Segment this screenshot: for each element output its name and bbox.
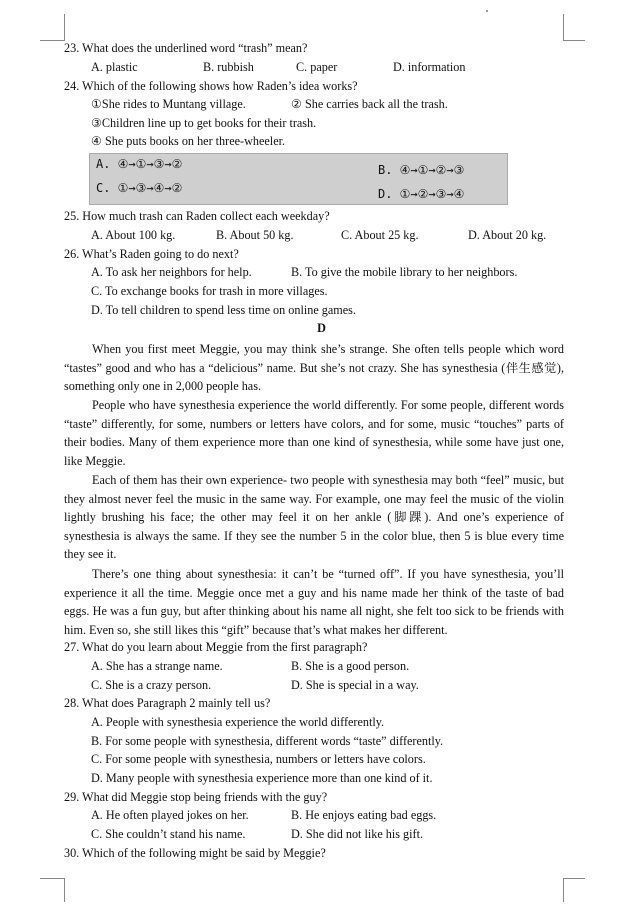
q29-option-a: A. He often played jokes on her. [91,808,249,822]
q23-option-c: C. paper [296,60,338,74]
q24-item-3: ③Children line up to get books for their trash. [91,116,317,130]
q29-option-b: B. He enjoys eating bad eggs. [291,808,437,822]
q29-option-c: C. She couldn’t stand his name. [91,827,246,841]
q27-option-b: B. She is a good person. [291,659,410,673]
q24-option-c: C. ①→③→④→② [96,181,183,195]
crop-mark-bottom-right [563,878,564,902]
q25-option-a: A. About 100 kg. [91,228,176,242]
q30-stem: 30. Which of the following might be said by Meggie? [64,846,326,860]
q24-item-4: ④ She puts books on her three-wheeler. [91,134,286,148]
q25-option-c: C. About 25 kg. [341,228,419,242]
q24-stem: 24. Which of the following shows how Raden’s idea works? [64,79,358,93]
q23-option-d: D. information [393,60,466,74]
q26-option-d: D. To tell children to spend less time on online games. [91,303,356,317]
crop-mark-top-right-h [563,40,585,41]
q28-option-c: C. For some people with synesthesia, numbers or letters have colors. [91,752,426,766]
q27-option-d: D. She is special in a way. [291,678,419,692]
passage-paragraph-4: There’s one thing about synesthesia: it can’t be “turned off”. If you have synesthesia, you’ll experience it all the time. Meggie once met a guy and his name made her think of the taste of bad eggs. He was a fun guy, but after thinking about his name all night, she felt too sick to be friends with him. Even so, she still likes this “gift” because that’s what makes her different. [64,567,564,637]
q25-option-d: D. About 20 kg. [468,228,547,242]
q27-stem: 27. What do you learn about Meggie from the first paragraph? [64,640,368,654]
q23-option-a: A. plastic [91,60,138,74]
q26-option-a: A. To ask her neighbors for help. [91,265,252,279]
passage-paragraph-1: When you first meet Meggie, you may think she’s strange. She often tells people which word “tastes” good and who has a “delicious” name. But she’s not crazy. She has synesthesia (伴生感觉), something only one in 2,000 people has. [64,342,564,394]
crop-mark-bottom-right-h [563,878,585,879]
q28-option-a: A. People with synesthesia experience the world differently. [91,715,385,729]
q28-option-b: B. For some people with synesthesia, different words “taste” differently. [91,734,444,748]
q25-stem: 25. How much trash can Raden collect each weekday? [64,209,330,223]
q24-option-b: B. ④→①→②→③ [378,163,465,177]
passage-paragraph-2: People who have synesthesia experience the world differently. For some people, different words “taste” differently, for some, numbers or letters have colors, and for some, music “touches” parts of their bodies. Many of them experience more than one kind of synesthesia, while some have just one, like Meggie. [64,398,564,468]
section-heading: D [317,321,326,335]
q29-option-d: D. She did not like his gift. [291,827,424,841]
q24-option-d: D. ①→②→③→④ [378,187,465,201]
q28-option-d: D. Many people with synesthesia experience more than one kind of it. [91,771,433,785]
crop-mark-top-left [64,14,65,40]
q24-options-scan [89,153,508,205]
crop-mark-top-right [563,14,564,40]
q23-option-b: B. rubbish [203,60,254,74]
crop-mark-top-left-h [40,40,65,41]
q27-option-a: A. She has a strange name. [91,659,223,673]
speck [486,10,488,12]
crop-mark-bottom-left-h [40,878,65,879]
passage-paragraph-3: Each of them has their own experience- two people with synesthesia may both “feel” music, but they almost never feel the music in the same way. For example, one may feel the music of the violin lightly brushing his face; the other may feel it on her ankle (脚踝). And one’s experience of synesthesia is always the same. If they see the number 5 in the color blue, then 5 is blue every time they see it. [64,473,564,562]
q26-stem: 26. What’s Raden going to do next? [64,247,239,261]
crop-mark-bottom-left [64,878,65,902]
q23-stem: 23. What does the underlined word “trash” mean? [64,41,308,55]
q25-option-b: B. About 50 kg. [216,228,294,242]
q26-option-c: C. To exchange books for trash in more villages. [91,284,328,298]
q24-item-2: ② She carries back all the trash. [291,97,448,111]
q24-item-1: ①She rides to Muntang village. [91,97,246,111]
q27-option-c: C. She is a crazy person. [91,678,212,692]
q28-stem: 28. What does Paragraph 2 mainly tell us? [64,696,271,710]
q29-stem: 29. What did Meggie stop being friends with the guy? [64,790,328,804]
q24-option-a: A. ④→①→③→② [96,157,183,171]
q26-option-b: B. To give the mobile library to her neighbors. [291,265,518,279]
